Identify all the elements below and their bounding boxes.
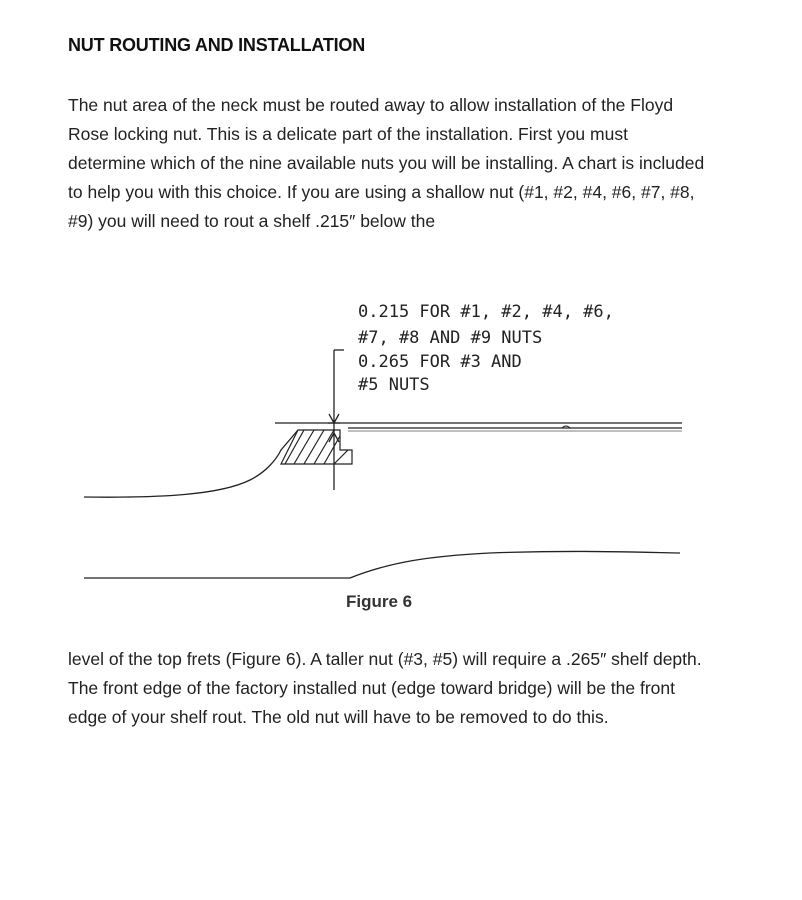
- figure-6-diagram: [70, 290, 690, 630]
- annotation-line-4: #5 NUTS: [358, 375, 430, 395]
- depth-dimension-marker: [328, 350, 344, 490]
- intro-paragraph: The nut area of the neck must be routed away to allow installation of the Floyd Rose locking nut. This is a delicate part of the installation. First you must determine which of the nine available nuts you will be installing. A chart is included to help you with this choice. If you are using a shallow nut (#1, #2, #4, #6, #7, #8, #9) you will need to rout a shelf .215″ below the: [68, 95, 705, 231]
- annotation-line-2: #7, #8 AND #9 NUTS: [358, 328, 543, 348]
- continuation-paragraph: level of the top frets (Figure 6). A taller nut (#3, #5) will require a .265″ shelf depth. The front edge of the factory installed nut (edge toward bridge) will be the front edge of your shelf rout. The old nut will have to be removed to do this.: [68, 649, 702, 727]
- headstock-curve: [84, 430, 298, 497]
- annotation-line-3: 0.265 FOR #3 AND: [358, 352, 522, 372]
- neck-back-line: [84, 551, 680, 578]
- nut-hatched-section: [281, 430, 352, 464]
- figure-caption: Figure 6: [346, 592, 413, 611]
- section-heading: NUT ROUTING AND INSTALLATION: [68, 35, 366, 55]
- annotation-line-1: 0.215 FOR #1, #2, #4, #6,: [358, 302, 614, 322]
